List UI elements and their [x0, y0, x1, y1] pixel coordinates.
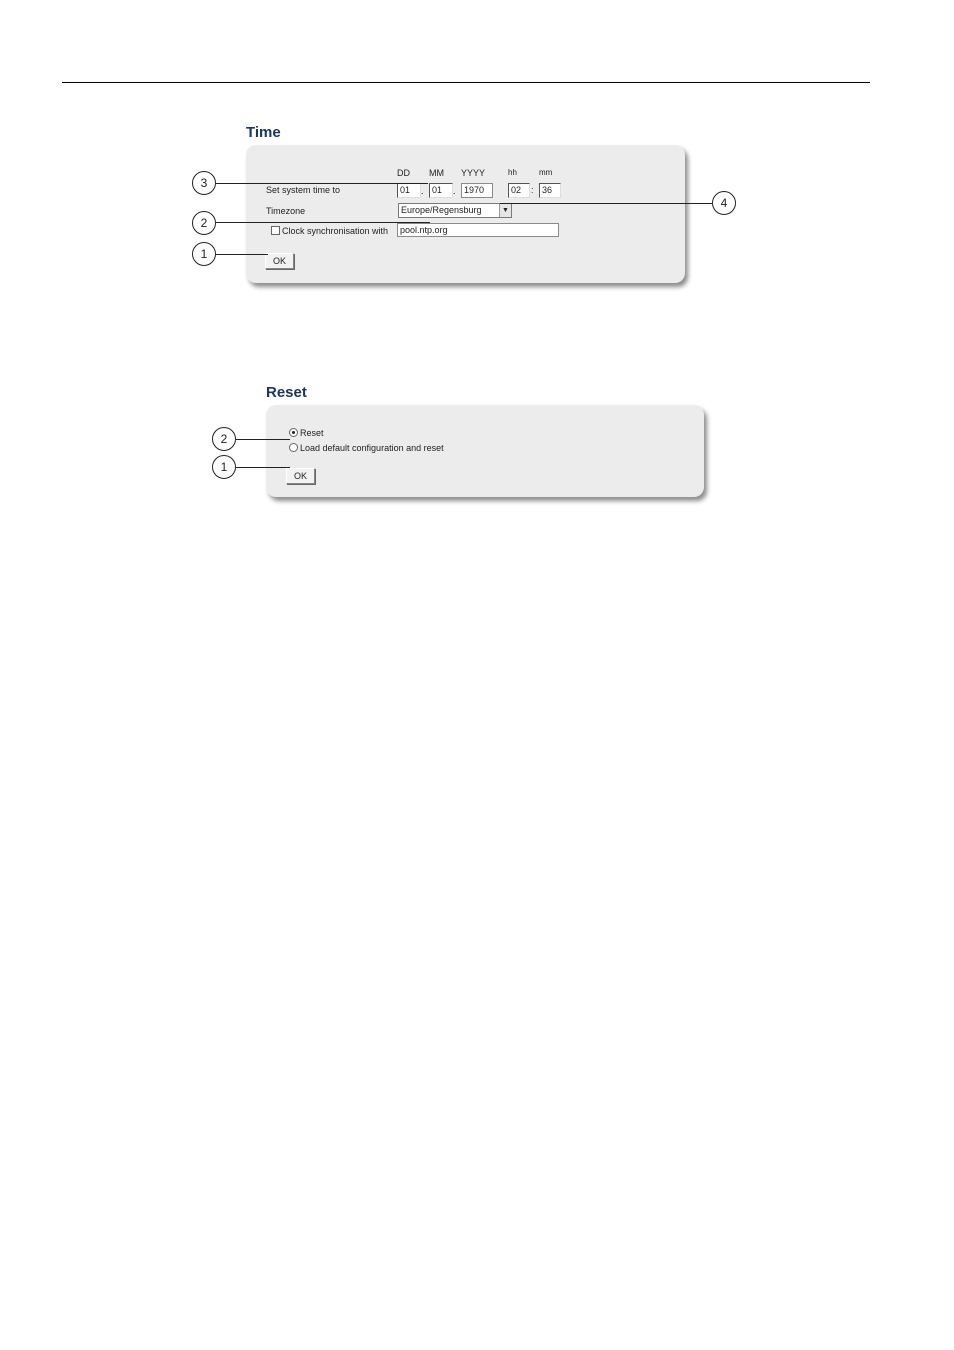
callout-reset-ok-leader: [236, 467, 290, 468]
hour-field[interactable]: 02: [508, 183, 530, 198]
timezone-label: Timezone: [266, 206, 306, 216]
callout-time-ok: 1: [192, 242, 216, 266]
clock-sync-label: Clock synchronisation with: [282, 226, 389, 236]
time-ok-button[interactable]: OK: [265, 253, 294, 269]
header-mm: MM: [429, 168, 444, 178]
callout-timezone: 4: [712, 191, 736, 215]
timezone-value: Europe/Regensburg: [401, 205, 482, 215]
callout-clock-sync-leader: [216, 222, 430, 223]
reset-radio[interactable]: [289, 428, 298, 437]
set-time-label: Set system time to: [266, 185, 341, 195]
callout-timezone-leader: [500, 203, 712, 204]
ntp-server-field[interactable]: pool.ntp.org: [397, 223, 559, 237]
month-field[interactable]: 01: [429, 183, 453, 198]
minute-field[interactable]: 36: [539, 183, 561, 198]
header-dd: DD: [397, 168, 410, 178]
callout-reset-options: 2: [212, 427, 236, 451]
header-hh: hh: [508, 168, 517, 177]
reset-section-title: Reset: [266, 384, 307, 401]
day-field[interactable]: 01: [397, 183, 421, 198]
date-separator-1: .: [421, 186, 424, 196]
header-min: mm: [539, 168, 553, 177]
reset-ok-button[interactable]: OK: [286, 468, 315, 484]
callout-time-ok-leader: [216, 254, 268, 255]
triangle-down-icon[interactable]: ▼: [499, 204, 511, 217]
time-panel: [246, 145, 685, 283]
clock-sync-checkbox[interactable]: [271, 226, 280, 235]
callout-reset-options-leader: [236, 439, 290, 440]
reset-panel: [266, 405, 704, 497]
callout-clock-sync: 2: [192, 211, 216, 235]
load-default-radio[interactable]: [289, 443, 298, 452]
year-field[interactable]: 1970: [461, 183, 493, 198]
callout-set-time-leader: [216, 183, 428, 184]
load-default-option-label: Load default configuration and reset: [300, 443, 444, 453]
reset-option-label: Reset: [300, 428, 324, 438]
time-section-title: Time: [246, 124, 281, 141]
page-top-rule: [62, 82, 870, 83]
timezone-select[interactable]: [398, 203, 512, 218]
date-separator-2: .: [453, 186, 456, 196]
callout-set-time: 3: [192, 171, 216, 195]
callout-reset-ok: 1: [212, 455, 236, 479]
header-yyyy: YYYY: [461, 168, 486, 178]
time-separator: :: [531, 185, 534, 195]
